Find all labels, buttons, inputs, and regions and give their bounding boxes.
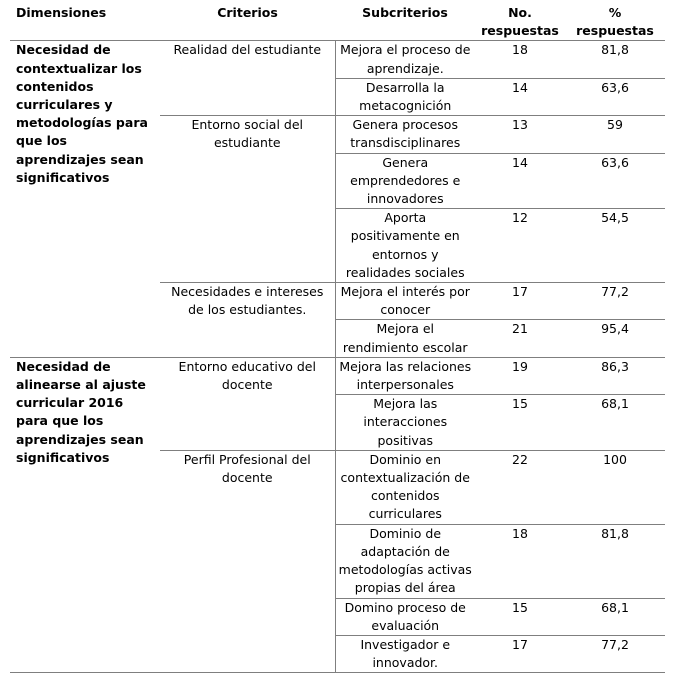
results-table	[10, 4, 665, 673]
count-cell: 17	[475, 283, 565, 320]
count-cell: 22	[475, 450, 565, 524]
percent-cell: 54,5	[565, 209, 665, 283]
header-dimensiones: Dimensiones	[10, 4, 160, 41]
percent-cell: 68,1	[565, 598, 665, 635]
subcriterion-cell: Desarrolla la metacognición	[335, 78, 475, 115]
criterion-cell: Perfil Profesional del docente	[160, 450, 335, 672]
percent-cell: 77,2	[565, 635, 665, 672]
criterion-cell: Entorno educativo del docente	[160, 357, 335, 450]
subcriterion-cell: Mejora el rendimiento escolar	[335, 320, 475, 357]
subcriterion-cell: Mejora las relaciones interpersonales	[335, 357, 475, 394]
percent-cell: 59	[565, 116, 665, 153]
count-cell: 15	[475, 395, 565, 451]
percent-cell: 77,2	[565, 283, 665, 320]
percent-cell: 63,6	[565, 78, 665, 115]
subcriterion-cell: Investigador e innovador.	[335, 635, 475, 672]
subcriterion-cell: Mejora las interacciones positivas	[335, 395, 475, 451]
count-cell: 18	[475, 41, 565, 78]
count-cell: 14	[475, 78, 565, 115]
count-cell: 15	[475, 598, 565, 635]
criterion-cell: Entorno social del estudiante	[160, 116, 335, 283]
table-row	[10, 41, 665, 78]
subcriterion-cell: Mejora el interés por conocer	[335, 283, 475, 320]
header-no-respuestas: No. respuestas	[475, 4, 565, 41]
percent-cell: 95,4	[565, 320, 665, 357]
criterion-cell: Realidad del estudiante	[160, 41, 335, 116]
count-cell: 21	[475, 320, 565, 357]
dimension-2-cell: Necesidad de alinearse al ajuste curricular 2016 para que los aprendizajes sean significativos	[10, 357, 160, 672]
subcriterion-cell: Domino proceso de evaluación	[335, 598, 475, 635]
percent-cell: 81,8	[565, 524, 665, 598]
count-cell: 12	[475, 209, 565, 283]
dimension-1-cell: Necesidad de contextualizar los contenidos curriculares y metodologías para que los aprendizajes sean significativos	[10, 41, 160, 357]
count-cell: 18	[475, 524, 565, 598]
percent-cell: 63,6	[565, 153, 665, 209]
subcriterion-cell: Dominio de adaptación de metodologías activas propias del área	[335, 524, 475, 598]
count-cell: 17	[475, 635, 565, 672]
header-pct-respuestas: % respuestas	[565, 4, 665, 41]
subcriterion-cell: Aporta positivamente en entornos y realidades sociales	[335, 209, 475, 283]
table-row	[10, 357, 665, 394]
subcriterion-cell: Genera emprendedores e innovadores	[335, 153, 475, 209]
header-criterios: Criterios	[160, 4, 335, 41]
count-cell: 14	[475, 153, 565, 209]
header-subcriterios: Subcriterios	[335, 4, 475, 41]
percent-cell: 100	[565, 450, 665, 524]
header-row	[10, 4, 665, 41]
count-cell: 19	[475, 357, 565, 394]
subcriterion-cell: Dominio en contextualización de contenidos curriculares	[335, 450, 475, 524]
percent-cell: 81,8	[565, 41, 665, 78]
subcriterion-cell: Mejora el proceso de aprendizaje.	[335, 41, 475, 78]
percent-cell: 68,1	[565, 395, 665, 451]
subcriterion-cell: Genera procesos transdisciplinares	[335, 116, 475, 153]
criterion-cell: Necesidades e intereses de los estudiantes.	[160, 283, 335, 358]
percent-cell: 86,3	[565, 357, 665, 394]
count-cell: 13	[475, 116, 565, 153]
